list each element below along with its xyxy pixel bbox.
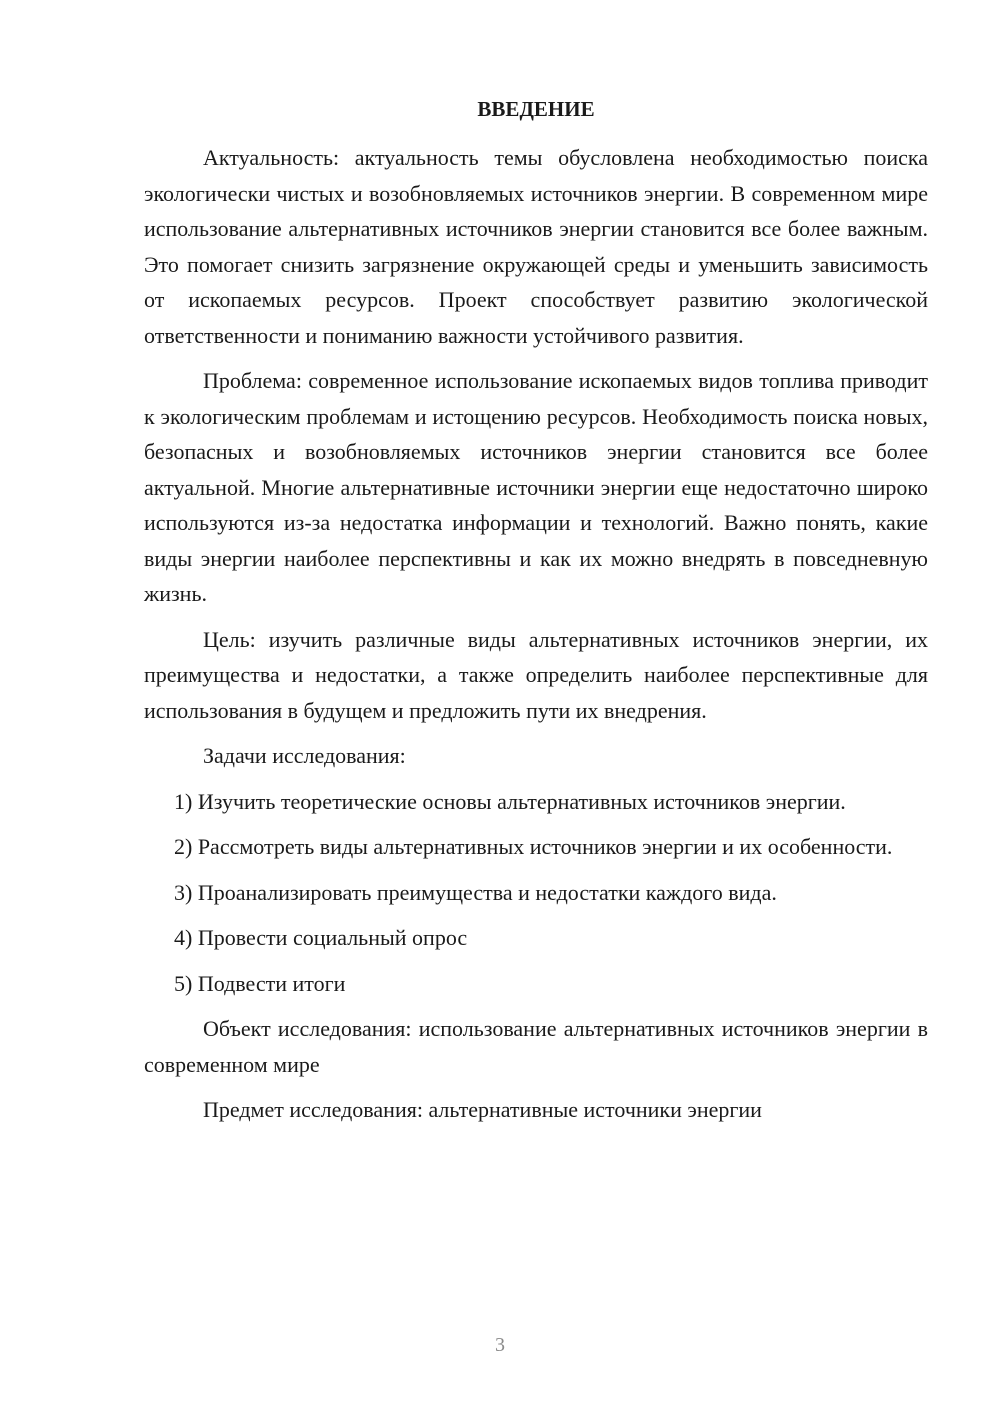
goal-paragraph: Цель: изучить различные виды альтернативных источников энергии, их преимущества и недостатки, а также определить наиболее перспективные для использования в будущем и предложить пути их внедрения. xyxy=(144,626,928,723)
page-number: 3 xyxy=(495,1334,505,1356)
task-item-3: 3) Проанализировать преимущества и недостатки каждого вида. xyxy=(174,879,777,905)
research-object-paragraph: Объект исследования: использование альтернативных источников энергии в современном мире xyxy=(144,1016,928,1077)
document-page xyxy=(144,92,928,1138)
task-item-1: 1) Изучить теоретические основы альтернативных источников энергии. xyxy=(174,788,846,814)
research-subject-paragraph: Предмет исследования: альтернативные источники энергии xyxy=(203,1097,762,1122)
task-item-2: 2) Рассмотреть виды альтернативных источников энергии и их особенности. xyxy=(174,834,893,859)
page-title: ВВЕДЕНИЕ xyxy=(477,97,595,121)
relevance-paragraph: Актуальность: актуальность темы обусловлена необходимостью поиска экологически чистых и возобновляемых источников энергии. В современном мире использование альтернативных источников энергии становится все более важным. Это помогает снизить загрязнение окружающей среды и уменьшить зависимость от ископаемых ресурсов. Проект способствует развитию экологической ответственности и пониманию важности устойчивого развития. xyxy=(144,145,928,348)
task-item-5: 5) Подвести итоги xyxy=(174,970,346,996)
task-item-4: 4) Провести социальный опрос xyxy=(174,925,468,950)
tasks-heading: Задачи исследования: xyxy=(203,743,406,768)
problem-paragraph: Проблема: современное использование ископаемых видов топлива приводит к экологическим проблемам и истощению ресурсов. Необходимость поиска новых, безопасных и возобновляемых источников энергии становится все более актуальной. Многие альтернативные источники энергии еще недостаточно широко используются из-за недостатка информации и технологий. Важно понять, какие виды энергии наиболее перспективны и как их можно внедрять в повседневную жизнь. xyxy=(144,368,928,606)
